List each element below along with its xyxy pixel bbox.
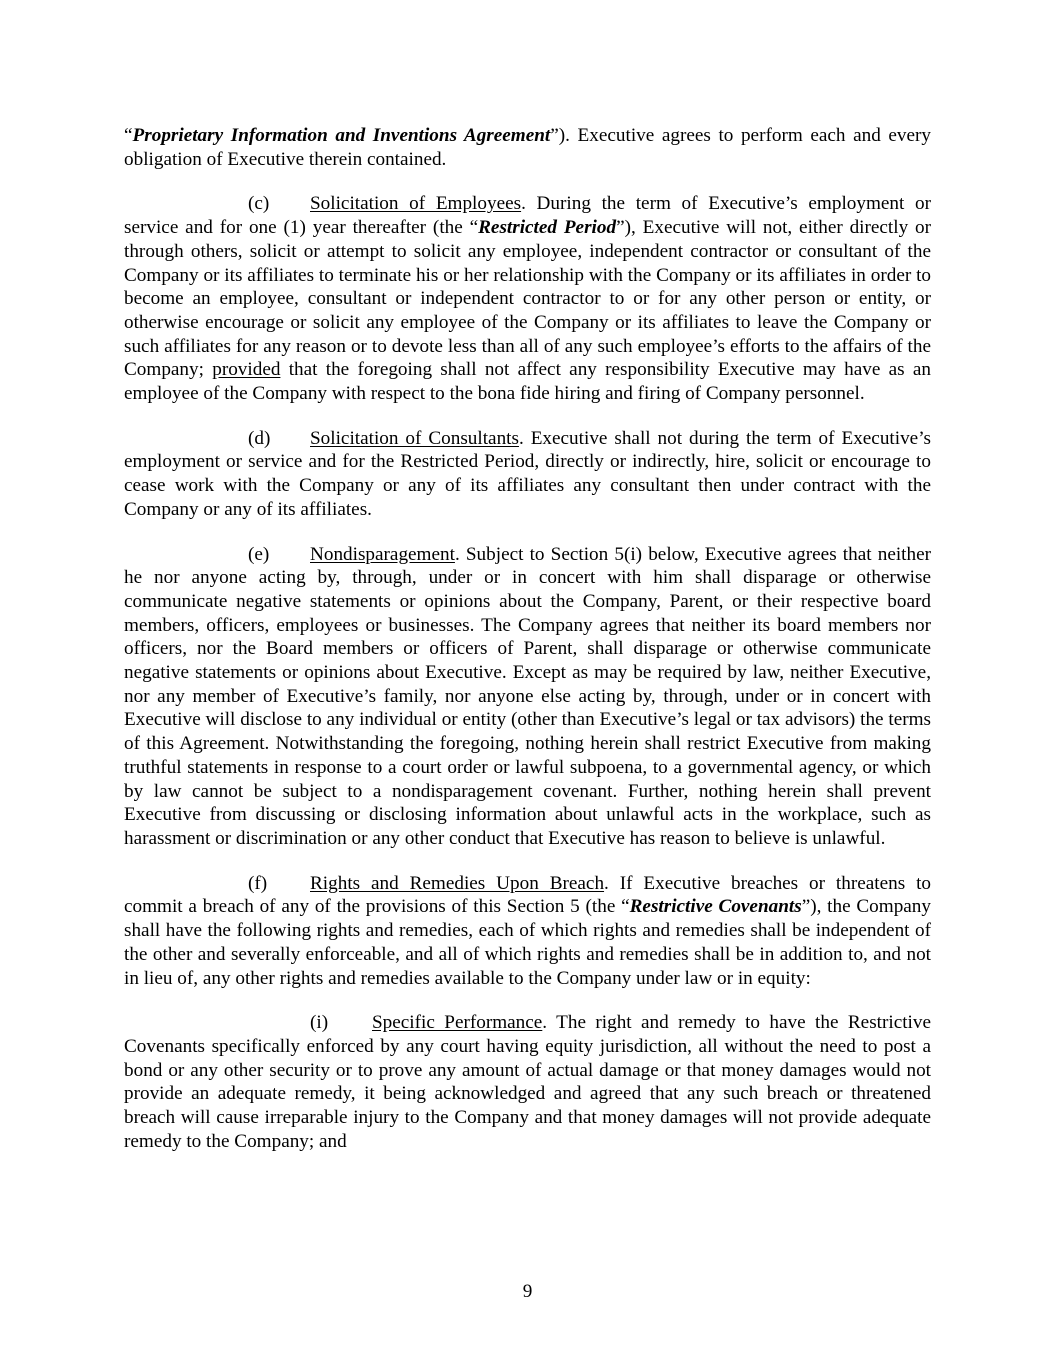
section-f-i-specific-performance (124, 1011, 931, 1153)
section-c-text-2: ”), Executive will not, either directly or through others, solicit or attempt to solicit any employee, independent contractor or consultant of the Company or its affiliates to terminate his or her relationship with the Company or its affiliates in order to become an employee, consultant or independent contractor to or for any other person or entity, or otherwise encourage or solicit any employee of the Company or its affiliates to leave the Company or such affiliates for any reason or to devote less than all of any such employee’s efforts to the affairs of the Company; (124, 217, 932, 381)
defined-term-restricted-period: Restricted Period (478, 217, 617, 239)
section-f-rights-and-remedies (124, 872, 931, 991)
page-number: 9 (522, 1281, 533, 1302)
section-e-nondisparagement (124, 543, 931, 851)
document-body (124, 124, 931, 1174)
section-f-heading: Rights and Remedies Upon Breach (310, 872, 605, 894)
section-e-text: . Subject to Section 5(i) below, Executive agrees that neither he nor anyone acting by, through, under or in concert with him shall disparage or otherwise communicate negative statements or opinions about the Company, Parent, or their respective board members, officers, employees or businesses. The Company agrees that neither its board members nor officers, nor the Board members or officers of Parent, shall disparage or otherwise communicate negative statements or opinions about Executive. Except as may be required by law, neither Executive, nor any member of Executive’s family, nor anyone else acting by, through, under or in concert with Executive will disclose to any individual or entity (other than Executive’s legal or tax advisors) the terms of this Agreement. Notwithstanding the foregoing, nothing herein shall restrict Executive from making truthful statements in response to a court order or lawful subpoena, to a governmental agency, or which by law cannot be subject to a nondisparagement covenant. Further, nothing herein shall prevent Executive from discussing or disclosing information about unlawful acts in the workplace, such as harassment or discrimination or any other conduct that Executive has reason to believe is unlawful. (124, 543, 931, 849)
section-d-number: (d) (248, 427, 271, 449)
section-f-i-text: . The right and remedy to have the Restrictive Covenants specifically enforced by any court having equity jurisdiction, all without the need to post a bond or any other security or to prove any amount of actual damage or that money damages would not provide an adequate remedy, it being acknowledged and agreed that any such breach or threatened breach will cause irreparable injury to the Company and that money damages will not provide adequate remedy to the Company; and (124, 1012, 931, 1152)
defined-term-proprietary-agreement: Proprietary Information and Inventions Agreement (132, 125, 551, 146)
section-f-i-number: (i) (310, 1012, 329, 1034)
section-f-text-1: . If Executive breaches or threatens to commit a breach of any of the provisions of this Section 5 (the “ (124, 872, 931, 918)
section-f-number: (f) (248, 872, 268, 894)
section-d-heading: Solicitation of Consultants (310, 427, 519, 449)
section-c-text-1: . During the term of Executive’s employment or service and for one (1) year thereafter (the “ (124, 193, 931, 239)
intro-text: ”). Executive agrees to perform each and every obligation of Executive therein contained. (124, 125, 931, 170)
section-c-heading: Solicitation of Employees (310, 193, 522, 215)
section-f-text-2: ”), the Company shall have the following rights and remedies, each of which rights and remedies shall be independent of the other and severally enforceable, and all of which rights and remedies shall be in addition to, and not in lieu of, any other rights and remedies available to the Company under law or in equity: (124, 896, 931, 989)
section-c-solicitation-of-employees (124, 192, 931, 405)
section-f-i-heading: Specific Performance (372, 1012, 543, 1034)
open-quote: “ (124, 125, 133, 146)
proviso-provided: provided (212, 359, 281, 381)
section-d-text: . Executive shall not during the term of Executive’s employment or service and for the Restricted Period, directly or indirectly, hire, solicit or encourage to cease work with the Company or any of its affiliates any consultant then under contract with the Company or any of its affiliates. (124, 427, 931, 520)
section-e-heading: Nondisparagement (310, 543, 455, 565)
section-c-text-3: that the foregoing shall not affect any responsibility Executive may have as an employee of the Company with respect to the bona fide hiring and firing of Company personnel. (124, 359, 931, 405)
section-c-number: (c) (248, 193, 270, 215)
section-e-number: (e) (248, 543, 270, 565)
defined-term-restrictive-covenants: Restrictive Covenants (629, 896, 802, 918)
section-d-solicitation-of-consultants (124, 427, 931, 522)
paragraph-intro (124, 124, 931, 171)
